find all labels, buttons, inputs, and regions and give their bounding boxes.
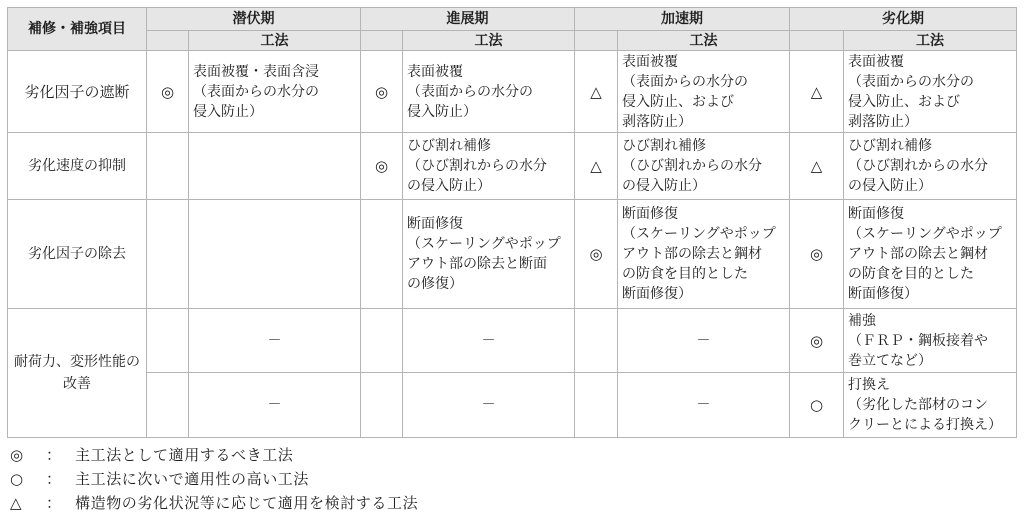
suitability-symbol [147, 133, 189, 200]
header-period-progress: 進展期 [361, 8, 575, 31]
legend-separator: ： [46, 494, 62, 512]
method-cell: 表面被覆 （表面からの水分の 侵入防止） [403, 51, 575, 133]
suitability-symbol: △ [575, 133, 618, 200]
suitability-symbol: △ [575, 51, 618, 133]
suitability-symbol: △ [790, 133, 844, 200]
method-cell: － [189, 373, 361, 438]
suitability-symbol [147, 309, 189, 373]
table-row [8, 51, 1017, 133]
method-cell: － [403, 309, 575, 373]
header-row [8, 8, 1017, 31]
legend-text: 構造物の劣化状況等に応じて適用を検討する工法 [75, 494, 419, 512]
suitability-symbol: ◎ [790, 309, 844, 373]
method-cell: 断面修復 （スケーリングやポップ アウト部の除去と鋼材 の防食を目的とした 断面修復） [844, 200, 1017, 309]
header-symbol-blank [790, 31, 844, 51]
suitability-symbol: △ [790, 51, 844, 133]
table-row [8, 373, 1017, 438]
table-row [8, 133, 1017, 200]
suitability-symbol: ◎ [361, 133, 403, 200]
method-cell: ひび割れ補修 （ひび割れからの水分 の侵入防止） [618, 133, 790, 200]
method-cell: 断面修復 （スケーリングやポップ アウト部の除去と鋼材 の防食を目的とした 断面修復） [618, 200, 790, 309]
method-cell [189, 200, 361, 309]
legend-text: 主工法に次いで適用性の高い工法 [75, 470, 310, 488]
row-item-cell: 耐荷力、変形性能の 改善 [8, 309, 147, 438]
suitability-symbol [361, 200, 403, 309]
suitability-symbol [575, 373, 618, 438]
suitability-symbol [361, 309, 403, 373]
legend-symbol: ◎ [10, 446, 24, 464]
method-cell: 表面被覆 （表面からの水分の 侵入防止、および 剥落防止） [844, 51, 1017, 133]
legend [10, 443, 1010, 515]
method-cell: 補強 （ＦＲＰ・鋼板接着や 巻立てなど） [844, 309, 1017, 373]
suitability-symbol: ◎ [361, 51, 403, 133]
header-method-deterioration: 工法 [844, 31, 1017, 51]
suitability-symbol: ◎ [575, 200, 618, 309]
header-method-progress: 工法 [403, 31, 575, 51]
suitability-symbol: ◎ [147, 51, 189, 133]
table-row [8, 309, 1017, 373]
method-cell: － [403, 373, 575, 438]
header-subrow [8, 31, 1017, 51]
header-period-deterioration: 劣化期 [790, 8, 1017, 31]
header-method-latent: 工法 [189, 31, 361, 51]
method-cell: ひび割れ補修 （ひび割れからの水分 の侵入防止） [403, 133, 575, 200]
row-item-cell: 劣化因子の除去 [8, 200, 147, 309]
header-item: 補修・補強項目 [8, 8, 147, 51]
legend-symbol: ○ [10, 470, 24, 488]
legend-item [10, 491, 1010, 515]
legend-text: 主工法として適用するべき工法 [75, 446, 294, 464]
method-cell: 表面被覆・表面含浸 （表面からの水分の 侵入防止） [189, 51, 361, 133]
header-period-acceleration: 加速期 [575, 8, 790, 31]
suitability-symbol [147, 373, 189, 438]
suitability-symbol: ◎ [790, 200, 844, 309]
legend-separator: ： [46, 470, 62, 488]
method-cell: 断面修復 （スケーリングやポップ アウト部の除去と断面 の修復） [403, 200, 575, 309]
legend-symbol: △ [10, 494, 23, 512]
row-item-cell: 劣化因子の遮断 [8, 51, 147, 133]
header-period-latent: 潜伏期 [147, 8, 361, 31]
legend-item [10, 467, 1010, 491]
header-symbol-blank [575, 31, 618, 51]
suitability-symbol [361, 373, 403, 438]
method-cell [189, 133, 361, 200]
header-symbol-blank [147, 31, 189, 51]
method-cell: － [618, 309, 790, 373]
row-item-cell: 劣化速度の抑制 [8, 133, 147, 200]
method-cell: 表面被覆 （表面からの水分の 侵入防止、および 剥落防止） [618, 51, 790, 133]
legend-separator: ： [46, 446, 62, 464]
repair-methods-table [7, 7, 1017, 438]
method-cell: ひび割れ補修 （ひび割れからの水分 の侵入防止） [844, 133, 1017, 200]
suitability-symbol [147, 200, 189, 309]
method-cell: 打換え （劣化した部材のコン クリーとによる打換え） [844, 373, 1017, 438]
suitability-symbol: ○ [790, 373, 844, 438]
legend-item [10, 443, 1010, 467]
table-row [8, 200, 1017, 309]
method-cell: － [189, 309, 361, 373]
suitability-symbol [575, 309, 618, 373]
header-symbol-blank [361, 31, 403, 51]
header-method-acceleration: 工法 [618, 31, 790, 51]
method-cell: － [618, 373, 790, 438]
